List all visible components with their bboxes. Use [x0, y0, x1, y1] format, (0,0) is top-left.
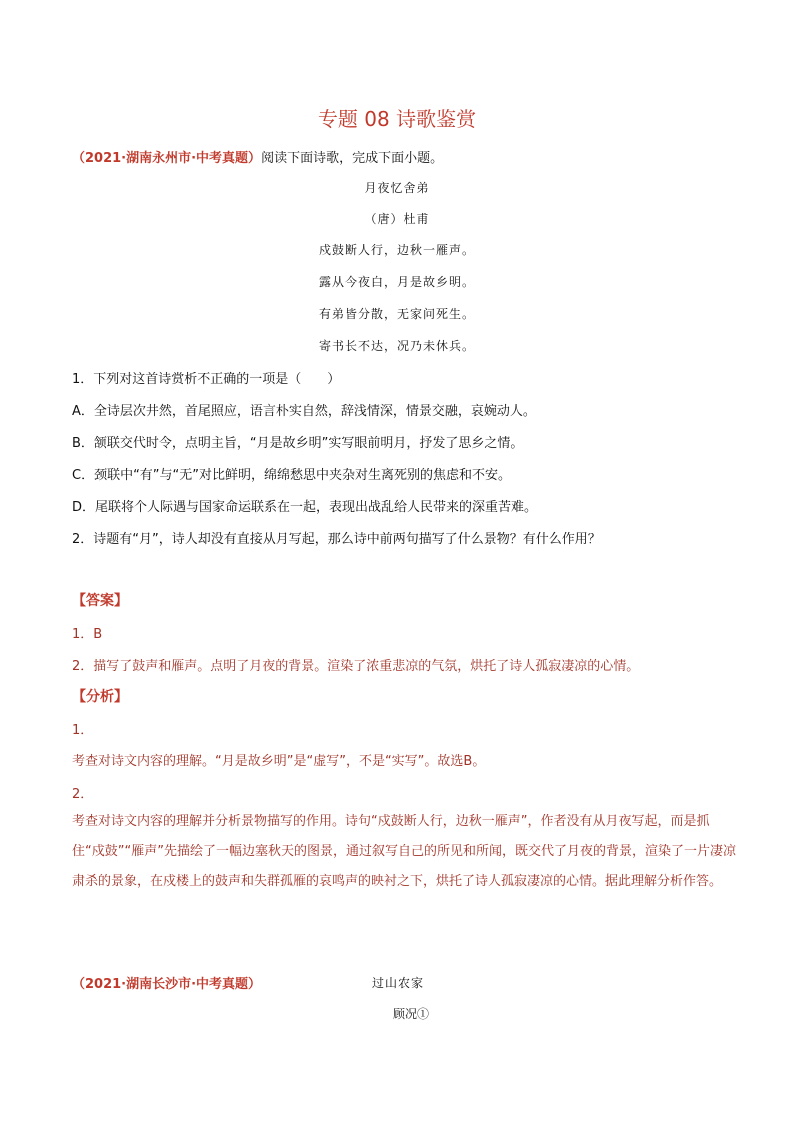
poem2-author: 顾况① — [393, 1007, 430, 1021]
option-d: D．尾联将个人际遇与国家命运联系在一起，表现出战乱给人民带来的深重苦难。 — [72, 500, 538, 515]
source-label: （2021·湖南长沙市·中考真题） — [72, 977, 262, 992]
answer-1: 1．B — [72, 627, 103, 642]
question-1: 1．下列对这首诗赏析不正确的一项是（ ） — [72, 372, 341, 387]
option-a: A．全诗层次井然，首尾照应，语言朴实自然，辞浅情深，情景交融，哀婉动人。 — [72, 404, 536, 419]
poem2-title: 过山农家 — [372, 976, 425, 990]
answer-2: 2．描写了鼓声和雁声。点明了月夜的背景。渲染了浓重悲凉的气氛，烘托了诗人孤寂凄凉的心情。 — [72, 659, 640, 674]
source-tag-2 — [72, 973, 261, 992]
page-title: 专题 08 诗歌鉴赏 — [317, 107, 477, 131]
analysis-paragraph-2: 考查对诗文内容的理解并分析景物描写的作用。诗句“戍鼓断人行，边秋一雁声”，作者没有从月夜写起，而是抓住“戍鼓”“雁声”先描绘了一幅边塞秋天的图景，通过叙写自己的所见和所闻，既交代了月夜的背景，渲染了一片凄凉肃杀的景象，在戍楼上的鼓声和失群孤雁的哀鸣声的映衬之下，烘托了诗人孤寂凄凉的心情。据此理解分析作答。 — [72, 814, 736, 889]
poem-line: 露从今夜白，月是故乡明。 — [318, 275, 475, 289]
answer-heading: 【答案】 — [72, 593, 128, 609]
instruction-text: 阅读下面诗歌，完成下面小题。 — [261, 151, 444, 166]
option-b: B．颔联交代时令，点明主旨，“月是故乡明”实写眼前明月，抒发了思乡之情。 — [72, 436, 524, 451]
analysis-heading: 【分析】 — [72, 689, 128, 705]
source-tag: （2021·湖南永州市·中考真题） — [72, 151, 262, 166]
poem-line: 有弟皆分散，无家问死生。 — [318, 307, 475, 321]
poem-line: 寄书长不达，况乃未休兵。 — [318, 339, 475, 353]
poem-title: 月夜忆舍弟 — [364, 181, 430, 195]
question-2: 2．诗题有“月”，诗人却没有直接从月写起，那么诗中前两句描写了什么景物？有什么作用？ — [72, 532, 601, 547]
poem-author: （唐）杜甫 — [364, 212, 430, 226]
analysis-number-1: 1． — [72, 723, 94, 738]
analysis-paragraph-1: 考查对诗文内容的理解。“月是故乡明”是“虚写”，不是“实写”。故选B。 — [72, 754, 486, 769]
question-intro — [72, 147, 443, 166]
option-c: C．颈联中“有”与“无”对比鲜明，绵绵愁思中夹杂对生离死别的焦虑和不安。 — [72, 468, 512, 483]
poem-line: 戍鼓断人行，边秋一雁声。 — [318, 243, 475, 257]
analysis-number-2: 2． — [72, 787, 94, 802]
